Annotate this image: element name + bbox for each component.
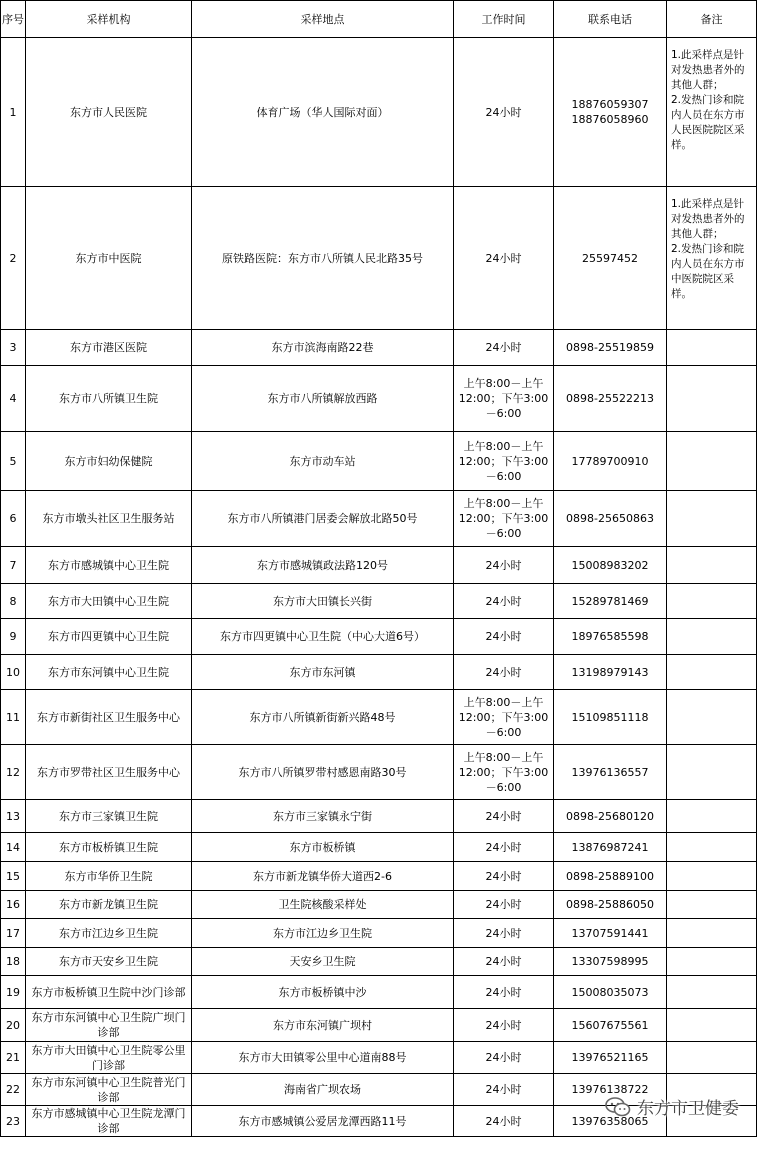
header-row: [1, 1, 757, 38]
cell-no: 18: [1, 948, 26, 976]
cell-note: [667, 976, 757, 1009]
cell-phone: 13976138722: [554, 1074, 667, 1106]
cell-org: 东方市感城镇中心卫生院: [26, 547, 192, 584]
header-phone: 联系电话: [554, 1, 667, 38]
header-org: 采样机构: [26, 1, 192, 38]
cell-no: 2: [1, 187, 26, 330]
cell-note: [667, 366, 757, 432]
cell-note: [667, 919, 757, 948]
cell-phone: 13198979143: [554, 655, 667, 690]
cell-note: [667, 1042, 757, 1074]
cell-hours: 24小时: [454, 862, 554, 891]
table-row: [1, 833, 757, 862]
table-row: [1, 491, 757, 547]
cell-note: [667, 547, 757, 584]
cell-site: 海南省广坝农场: [192, 1074, 454, 1106]
cell-no: 23: [1, 1106, 26, 1137]
cell-phone: 0898-25522213: [554, 366, 667, 432]
cell-site: 东方市东河镇: [192, 655, 454, 690]
cell-org: 东方市华侨卫生院: [26, 862, 192, 891]
cell-hours: 24小时: [454, 655, 554, 690]
cell-org: 东方市罗带社区卫生服务中心: [26, 745, 192, 800]
cell-hours: 24小时: [454, 584, 554, 619]
cell-org: 东方市三家镇卫生院: [26, 800, 192, 833]
header-no: 序号: [1, 1, 26, 38]
cell-note: [667, 432, 757, 491]
cell-site: 东方市八所镇新街新兴路48号: [192, 690, 454, 745]
cell-hours: 上午8:00－上午12:00；下午3:00－6:00: [454, 491, 554, 547]
cell-site: 天安乡卫生院: [192, 948, 454, 976]
cell-site: 原铁路医院：东方市八所镇人民北路35号: [192, 187, 454, 330]
table-row: [1, 366, 757, 432]
cell-org: 东方市东河镇中心卫生院: [26, 655, 192, 690]
table-row: [1, 800, 757, 833]
cell-hours: 上午8:00－上午12:00；下午3:00－6:00: [454, 745, 554, 800]
cell-site: 东方市板桥镇中沙: [192, 976, 454, 1009]
cell-no: 5: [1, 432, 26, 491]
cell-note: [667, 862, 757, 891]
table-row: [1, 432, 757, 491]
cell-site: 东方市滨海南路22巷: [192, 330, 454, 366]
cell-note: [667, 330, 757, 366]
cell-org: 东方市新龙镇卫生院: [26, 891, 192, 919]
cell-org: 东方市大田镇中心卫生院: [26, 584, 192, 619]
cell-no: 7: [1, 547, 26, 584]
cell-org: 东方市东河镇中心卫生院广坝门诊部: [26, 1009, 192, 1042]
table-row: [1, 330, 757, 366]
cell-org: 东方市天安乡卫生院: [26, 948, 192, 976]
table-row: [1, 862, 757, 891]
cell-hours: 24小时: [454, 330, 554, 366]
cell-site: 东方市感城镇政法路120号: [192, 547, 454, 584]
table-row: [1, 948, 757, 976]
cell-note: [667, 948, 757, 976]
cell-org: 东方市港区医院: [26, 330, 192, 366]
cell-phone: 13707591441: [554, 919, 667, 948]
cell-no: 10: [1, 655, 26, 690]
cell-no: 15: [1, 862, 26, 891]
cell-site: 东方市三家镇永宁街: [192, 800, 454, 833]
table-row: [1, 619, 757, 655]
cell-phone: 13976521165: [554, 1042, 667, 1074]
cell-no: 19: [1, 976, 26, 1009]
cell-no: 11: [1, 690, 26, 745]
cell-hours: 24小时: [454, 1009, 554, 1042]
cell-no: 1: [1, 38, 26, 187]
cell-note: [667, 800, 757, 833]
cell-phone: 15289781469: [554, 584, 667, 619]
cell-hours: 24小时: [454, 976, 554, 1009]
cell-phone: 15008035073: [554, 976, 667, 1009]
cell-site: 东方市八所镇解放西路: [192, 366, 454, 432]
cell-note: [667, 491, 757, 547]
cell-note: [667, 833, 757, 862]
cell-phone: 25597452: [554, 187, 667, 330]
cell-hours: 24小时: [454, 1106, 554, 1137]
cell-site: 东方市四更镇中心卫生院（中心大道6号）: [192, 619, 454, 655]
cell-phone: 13307598995: [554, 948, 667, 976]
cell-site: 东方市八所镇罗带村感恩南路30号: [192, 745, 454, 800]
cell-hours: 24小时: [454, 891, 554, 919]
cell-phone: 15109851118: [554, 690, 667, 745]
cell-site: 东方市动车站: [192, 432, 454, 491]
cell-hours: 24小时: [454, 38, 554, 187]
header-hours: 工作时间: [454, 1, 554, 38]
cell-hours: 24小时: [454, 1042, 554, 1074]
cell-no: 9: [1, 619, 26, 655]
table-row: [1, 584, 757, 619]
cell-org: 东方市人民医院: [26, 38, 192, 187]
cell-hours: 24小时: [454, 547, 554, 584]
cell-no: 13: [1, 800, 26, 833]
cell-no: 8: [1, 584, 26, 619]
table-row: [1, 1042, 757, 1074]
cell-phone: 15607675561: [554, 1009, 667, 1042]
cell-phone: 18976585598: [554, 619, 667, 655]
cell-site: 体育广场（华人国际对面）: [192, 38, 454, 187]
table-row: [1, 919, 757, 948]
cell-note: [667, 655, 757, 690]
cell-phone: 0898-25889100: [554, 862, 667, 891]
cell-no: 3: [1, 330, 26, 366]
cell-org: 东方市妇幼保健院: [26, 432, 192, 491]
cell-site: 东方市感城镇公爱居龙潭西路11号: [192, 1106, 454, 1137]
cell-hours: 24小时: [454, 800, 554, 833]
cell-org: 东方市东河镇中心卫生院普光门诊部: [26, 1074, 192, 1106]
cell-no: 12: [1, 745, 26, 800]
cell-note: [667, 745, 757, 800]
cell-note: 1.此采样点是针对发热患者外的其他人群； 2.发热门诊和院内人员在东方市中医院院区采样。: [667, 187, 757, 330]
cell-org: 东方市八所镇卫生院: [26, 366, 192, 432]
table-row: [1, 976, 757, 1009]
table-row: [1, 1009, 757, 1042]
cell-no: 22: [1, 1074, 26, 1106]
wechat-icon: [605, 1097, 631, 1117]
cell-phone: 13876987241: [554, 833, 667, 862]
cell-site: 东方市大田镇零公里中心道南88号: [192, 1042, 454, 1074]
cell-org: 东方市板桥镇卫生院: [26, 833, 192, 862]
cell-org: 东方市墩头社区卫生服务站: [26, 491, 192, 547]
table-row: [1, 38, 757, 187]
cell-phone: 15008983202: [554, 547, 667, 584]
cell-phone: 0898-25886050: [554, 891, 667, 919]
cell-note: 1.此采样点是针对发热患者外的其他人群； 2.发热门诊和院内人员在东方市人民医院院区采样。: [667, 38, 757, 187]
header-note: 备注: [667, 1, 757, 38]
cell-phone: 17789700910: [554, 432, 667, 491]
cell-no: 21: [1, 1042, 26, 1074]
cell-note: [667, 690, 757, 745]
table-body: [1, 38, 757, 1137]
cell-site: 东方市东河镇广坝村: [192, 1009, 454, 1042]
cell-no: 6: [1, 491, 26, 547]
cell-hours: 上午8:00－上午12:00；下午3:00－6:00: [454, 366, 554, 432]
table-row: [1, 745, 757, 800]
cell-org: 东方市感城镇中心卫生院龙潭门诊部: [26, 1106, 192, 1137]
cell-no: 16: [1, 891, 26, 919]
table-row: [1, 655, 757, 690]
cell-note: [667, 891, 757, 919]
table-row: [1, 187, 757, 330]
cell-phone: 13976136557: [554, 745, 667, 800]
table-row: [1, 547, 757, 584]
cell-org: 东方市新街社区卫生服务中心: [26, 690, 192, 745]
cell-hours: 24小时: [454, 619, 554, 655]
cell-hours: 24小时: [454, 1074, 554, 1106]
cell-org: 东方市四更镇中心卫生院: [26, 619, 192, 655]
cell-hours: 24小时: [454, 187, 554, 330]
cell-note: [667, 1009, 757, 1042]
cell-note: [667, 584, 757, 619]
cell-site: 东方市江边乡卫生院: [192, 919, 454, 948]
cell-site: 东方市板桥镇: [192, 833, 454, 862]
cell-hours: 上午8:00－上午12:00；下午3:00－6:00: [454, 690, 554, 745]
cell-phone: 0898-25519859: [554, 330, 667, 366]
cell-hours: 24小时: [454, 919, 554, 948]
cell-site: 卫生院核酸采样处: [192, 891, 454, 919]
cell-hours: 24小时: [454, 948, 554, 976]
table-row: [1, 690, 757, 745]
cell-site: 东方市大田镇长兴街: [192, 584, 454, 619]
cell-phone: 18876059307 18876058960: [554, 38, 667, 187]
cell-org: 东方市中医院: [26, 187, 192, 330]
cell-hours: 上午8:00－上午12:00；下午3:00－6:00: [454, 432, 554, 491]
table-row: [1, 891, 757, 919]
header-site: 采样地点: [192, 1, 454, 38]
cell-no: 20: [1, 1009, 26, 1042]
cell-site: 东方市新龙镇华侨大道西2-6: [192, 862, 454, 891]
cell-phone: 0898-25680120: [554, 800, 667, 833]
cell-org: 东方市板桥镇卫生院中沙门诊部: [26, 976, 192, 1009]
cell-phone: 0898-25650863: [554, 491, 667, 547]
cell-site: 东方市八所镇港门居委会解放北路50号: [192, 491, 454, 547]
cell-phone: 13976358065: [554, 1106, 667, 1137]
watermark-text: 东方市卫健委: [637, 1099, 739, 1119]
cell-hours: 24小时: [454, 833, 554, 862]
account-watermark: [605, 1094, 739, 1119]
cell-org: 东方市江边乡卫生院: [26, 919, 192, 948]
cell-no: 4: [1, 366, 26, 432]
cell-org: 东方市大田镇中心卫生院零公里门诊部: [26, 1042, 192, 1074]
cell-note: [667, 619, 757, 655]
cell-no: 17: [1, 919, 26, 948]
cell-no: 14: [1, 833, 26, 862]
